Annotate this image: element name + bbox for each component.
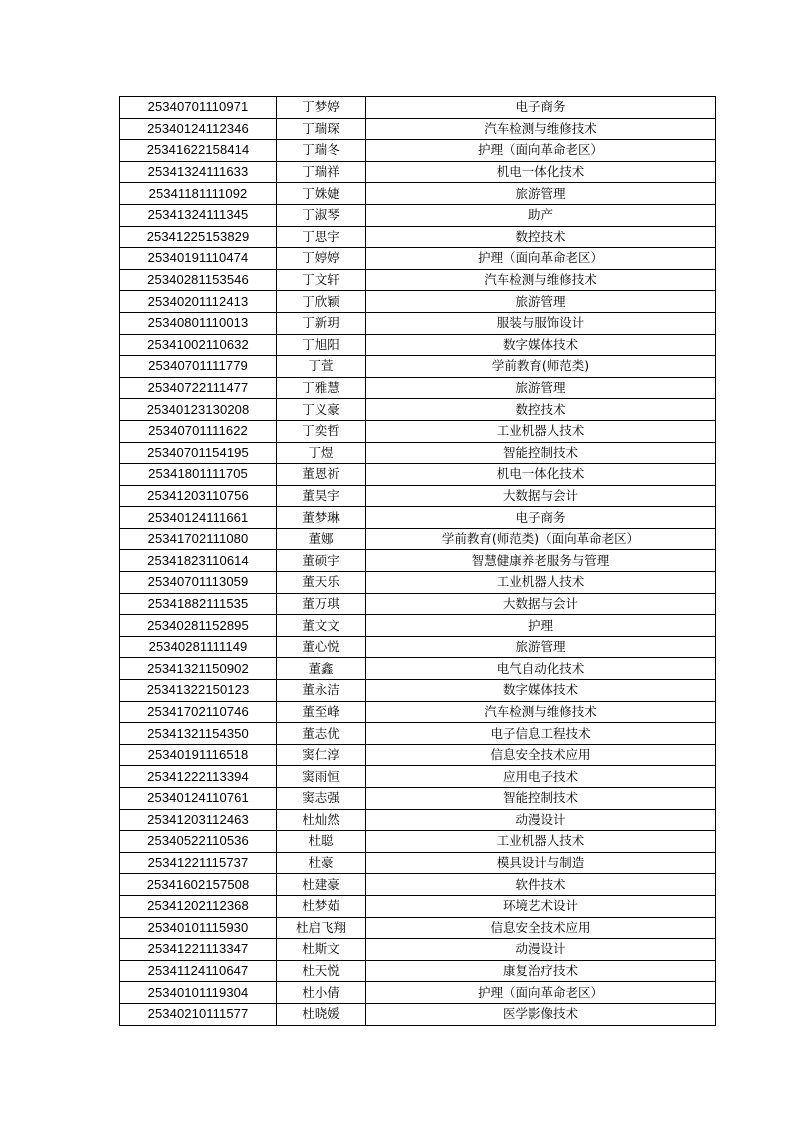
student-name-cell: 杜豪 <box>277 852 366 874</box>
student-name-cell: 董梦琳 <box>277 507 366 529</box>
table-row <box>120 939 716 961</box>
candidate-id-cell: 25341321154350 <box>120 723 277 745</box>
roster-body <box>120 97 716 1026</box>
table-row <box>120 701 716 723</box>
candidate-id-cell: 25340124110761 <box>120 788 277 810</box>
student-name-cell: 丁瑞琛 <box>277 118 366 140</box>
candidate-id-cell: 25340101119304 <box>120 982 277 1004</box>
candidate-id-cell: 25341222113394 <box>120 766 277 788</box>
table-row <box>120 550 716 572</box>
table-row <box>120 766 716 788</box>
candidate-id-cell: 25340701154195 <box>120 442 277 464</box>
candidate-id-cell: 25341203112463 <box>120 809 277 831</box>
major-cell: 护理 <box>366 615 716 637</box>
major-cell: 护理（面向革命老区） <box>366 140 716 162</box>
table-row <box>120 226 716 248</box>
student-name-cell: 董至峰 <box>277 701 366 723</box>
student-name-cell: 窦仁淳 <box>277 744 366 766</box>
candidate-id-cell: 25341322150123 <box>120 680 277 702</box>
major-cell: 护理（面向革命老区） <box>366 248 716 270</box>
table-row <box>120 248 716 270</box>
table-row <box>120 356 716 378</box>
table-row <box>120 485 716 507</box>
candidate-id-cell: 25341181111092 <box>120 183 277 205</box>
candidate-id-cell: 25340801110013 <box>120 312 277 334</box>
table-row <box>120 744 716 766</box>
student-name-cell: 杜聪 <box>277 831 366 853</box>
table-row <box>120 97 716 119</box>
major-cell: 电气自动化技术 <box>366 658 716 680</box>
candidate-id-cell: 25340701111622 <box>120 420 277 442</box>
candidate-id-cell: 25341002110632 <box>120 334 277 356</box>
student-name-cell: 丁婷婷 <box>277 248 366 270</box>
table-row <box>120 960 716 982</box>
candidate-id-cell: 25340522110536 <box>120 831 277 853</box>
candidate-id-cell: 25340124112346 <box>120 118 277 140</box>
major-cell: 电子商务 <box>366 97 716 119</box>
table-row <box>120 874 716 896</box>
table-row <box>120 464 716 486</box>
table-row <box>120 831 716 853</box>
candidate-id-cell: 25340210111577 <box>120 1003 277 1025</box>
student-name-cell: 丁义豪 <box>277 399 366 421</box>
student-name-cell: 杜启飞翔 <box>277 917 366 939</box>
table-row <box>120 1003 716 1025</box>
candidate-id-cell: 25340191110474 <box>120 248 277 270</box>
major-cell: 大数据与会计 <box>366 485 716 507</box>
candidate-id-cell: 25341225153829 <box>120 226 277 248</box>
student-name-cell: 董天乐 <box>277 572 366 594</box>
student-name-cell: 董文文 <box>277 615 366 637</box>
table-row <box>120 895 716 917</box>
table-row <box>120 528 716 550</box>
major-cell: 学前教育(师范类) <box>366 356 716 378</box>
student-name-cell: 窦雨恒 <box>277 766 366 788</box>
student-name-cell: 杜小倩 <box>277 982 366 1004</box>
major-cell: 旅游管理 <box>366 377 716 399</box>
table-row <box>120 204 716 226</box>
candidate-id-cell: 25341221115737 <box>120 852 277 874</box>
major-cell: 旅游管理 <box>366 636 716 658</box>
table-row <box>120 312 716 334</box>
candidate-id-cell: 25340123130208 <box>120 399 277 421</box>
student-name-cell: 董志优 <box>277 723 366 745</box>
candidate-id-cell: 25340281152895 <box>120 615 277 637</box>
candidate-id-cell: 25341124110647 <box>120 960 277 982</box>
student-name-cell: 杜晓媛 <box>277 1003 366 1025</box>
major-cell: 机电一体化技术 <box>366 161 716 183</box>
major-cell: 旅游管理 <box>366 183 716 205</box>
student-name-cell: 董心悦 <box>277 636 366 658</box>
candidate-id-cell: 25341702110746 <box>120 701 277 723</box>
candidate-id-cell: 25341324111633 <box>120 161 277 183</box>
major-cell: 汽车检测与维修技术 <box>366 701 716 723</box>
table-row <box>120 420 716 442</box>
candidate-id-cell: 25340124111661 <box>120 507 277 529</box>
student-name-cell: 董永洁 <box>277 680 366 702</box>
major-cell: 智慧健康养老服务与管理 <box>366 550 716 572</box>
candidate-id-cell: 25340281111149 <box>120 636 277 658</box>
table-row <box>120 723 716 745</box>
major-cell: 大数据与会计 <box>366 593 716 615</box>
student-name-cell: 董硕宇 <box>277 550 366 572</box>
candidate-id-cell: 25341202112368 <box>120 895 277 917</box>
major-cell: 模具设计与制造 <box>366 852 716 874</box>
candidate-id-cell: 25340701113059 <box>120 572 277 594</box>
candidate-id-cell: 25341321150902 <box>120 658 277 680</box>
major-cell: 数字媒体技术 <box>366 680 716 702</box>
candidate-id-cell: 25341203110756 <box>120 485 277 507</box>
table-row <box>120 615 716 637</box>
table-row <box>120 291 716 313</box>
table-row <box>120 680 716 702</box>
table-row <box>120 572 716 594</box>
major-cell: 软件技术 <box>366 874 716 896</box>
student-name-cell: 丁雅慧 <box>277 377 366 399</box>
table-row <box>120 593 716 615</box>
admission-roster-table <box>119 96 716 1026</box>
candidate-id-cell: 25340701110971 <box>120 97 277 119</box>
major-cell: 电子商务 <box>366 507 716 529</box>
student-name-cell: 杜天悦 <box>277 960 366 982</box>
candidate-id-cell: 25341823110614 <box>120 550 277 572</box>
candidate-id-cell: 25341801111705 <box>120 464 277 486</box>
student-name-cell: 杜灿然 <box>277 809 366 831</box>
student-name-cell: 窦志强 <box>277 788 366 810</box>
candidate-id-cell: 25340101115930 <box>120 917 277 939</box>
table-row <box>120 788 716 810</box>
table-row <box>120 399 716 421</box>
table-row <box>120 982 716 1004</box>
major-cell: 智能控制技术 <box>366 442 716 464</box>
table-row <box>120 917 716 939</box>
major-cell: 医学影像技术 <box>366 1003 716 1025</box>
major-cell: 应用电子技术 <box>366 766 716 788</box>
candidate-id-cell: 25340701111779 <box>120 356 277 378</box>
student-name-cell: 董昊宇 <box>277 485 366 507</box>
candidate-id-cell: 25341221113347 <box>120 939 277 961</box>
student-name-cell: 杜建豪 <box>277 874 366 896</box>
table-row <box>120 852 716 874</box>
student-name-cell: 丁奕哲 <box>277 420 366 442</box>
student-name-cell: 丁煜 <box>277 442 366 464</box>
student-name-cell: 丁文轩 <box>277 269 366 291</box>
candidate-id-cell: 25340281153546 <box>120 269 277 291</box>
table-row <box>120 118 716 140</box>
major-cell: 助产 <box>366 204 716 226</box>
candidate-id-cell: 25341702111080 <box>120 528 277 550</box>
major-cell: 旅游管理 <box>366 291 716 313</box>
student-name-cell: 杜斯文 <box>277 939 366 961</box>
student-name-cell: 丁姝婕 <box>277 183 366 205</box>
major-cell: 动漫设计 <box>366 809 716 831</box>
student-name-cell: 丁瑞冬 <box>277 140 366 162</box>
table-row <box>120 507 716 529</box>
major-cell: 数控技术 <box>366 399 716 421</box>
major-cell: 工业机器人技术 <box>366 572 716 594</box>
major-cell: 服装与服饰设计 <box>366 312 716 334</box>
student-name-cell: 丁梦婷 <box>277 97 366 119</box>
major-cell: 信息安全技术应用 <box>366 917 716 939</box>
major-cell: 工业机器人技术 <box>366 420 716 442</box>
candidate-id-cell: 25341324111345 <box>120 204 277 226</box>
major-cell: 护理（面向革命老区） <box>366 982 716 1004</box>
student-name-cell: 董鑫 <box>277 658 366 680</box>
student-name-cell: 丁思宇 <box>277 226 366 248</box>
table-row <box>120 140 716 162</box>
candidate-id-cell: 25341882111535 <box>120 593 277 615</box>
major-cell: 康复治疗技术 <box>366 960 716 982</box>
major-cell: 数控技术 <box>366 226 716 248</box>
major-cell: 汽车检测与维修技术 <box>366 269 716 291</box>
table-row <box>120 809 716 831</box>
table-row <box>120 636 716 658</box>
student-name-cell: 丁瑞祥 <box>277 161 366 183</box>
student-name-cell: 董万琪 <box>277 593 366 615</box>
major-cell: 电子信息工程技术 <box>366 723 716 745</box>
table-row <box>120 442 716 464</box>
student-name-cell: 丁欣颖 <box>277 291 366 313</box>
student-name-cell: 丁萱 <box>277 356 366 378</box>
major-cell: 环境艺术设计 <box>366 895 716 917</box>
candidate-id-cell: 25341602157508 <box>120 874 277 896</box>
table-row <box>120 334 716 356</box>
candidate-id-cell: 25340722111477 <box>120 377 277 399</box>
candidate-id-cell: 25340201112413 <box>120 291 277 313</box>
table-row <box>120 377 716 399</box>
candidate-id-cell: 25340191116518 <box>120 744 277 766</box>
major-cell: 动漫设计 <box>366 939 716 961</box>
student-name-cell: 杜梦茹 <box>277 895 366 917</box>
student-name-cell: 董娜 <box>277 528 366 550</box>
table-row <box>120 161 716 183</box>
major-cell: 工业机器人技术 <box>366 831 716 853</box>
major-cell: 智能控制技术 <box>366 788 716 810</box>
student-name-cell: 丁淑琴 <box>277 204 366 226</box>
student-name-cell: 丁旭阳 <box>277 334 366 356</box>
table-row <box>120 183 716 205</box>
major-cell: 数字媒体技术 <box>366 334 716 356</box>
major-cell: 信息安全技术应用 <box>366 744 716 766</box>
student-name-cell: 董恩祈 <box>277 464 366 486</box>
major-cell: 汽车检测与维修技术 <box>366 118 716 140</box>
student-name-cell: 丁新玥 <box>277 312 366 334</box>
major-cell: 学前教育(师范类)（面向革命老区） <box>366 528 716 550</box>
candidate-id-cell: 25341622158414 <box>120 140 277 162</box>
major-cell: 机电一体化技术 <box>366 464 716 486</box>
table-row <box>120 658 716 680</box>
table-row <box>120 269 716 291</box>
